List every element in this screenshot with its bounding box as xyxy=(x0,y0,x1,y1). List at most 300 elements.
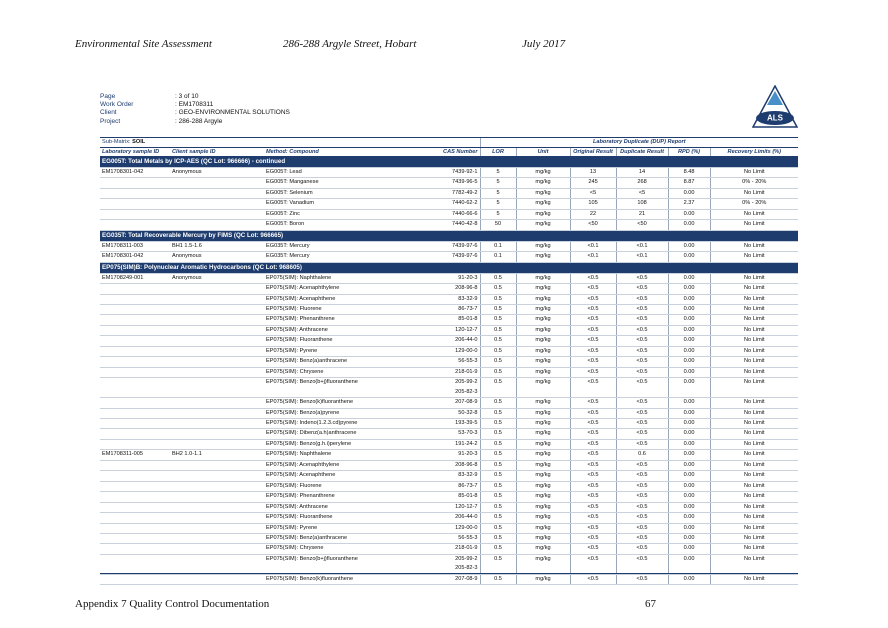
cell-rpd: 0.00 xyxy=(668,188,710,198)
cell-orig: 245 xyxy=(570,178,616,188)
cell-orig: <0.5 xyxy=(570,513,616,523)
cell-rpd: 0.00 xyxy=(668,336,710,346)
cell-orig: <0.5 xyxy=(570,533,616,543)
cell-lor: 0.5 xyxy=(480,346,516,356)
cell-cas: 56-55-3 xyxy=(390,357,480,367)
cell-dup: <0.5 xyxy=(616,378,668,398)
cell-client xyxy=(170,367,264,377)
cell-cas: 7440-66-6 xyxy=(390,209,480,219)
cell-unit: mg/kg xyxy=(516,241,570,251)
group-title: EP075(SIM)B: Polynuclear Aromatic Hydrocarbons (QC Lot: 968605) xyxy=(100,262,798,273)
cell-orig: <0.5 xyxy=(570,378,616,398)
cell-limit: No Limit xyxy=(710,273,798,283)
cell-cas xyxy=(390,378,480,398)
cell-dup: <0.5 xyxy=(616,439,668,449)
site-address: 286-288 Argyle Street, Hobart xyxy=(283,38,417,50)
cell-orig: <0.5 xyxy=(570,471,616,481)
cell-lab xyxy=(100,315,170,325)
cell-lor: 0.5 xyxy=(480,273,516,283)
cell-lor: 0.5 xyxy=(480,325,516,335)
cell-unit: mg/kg xyxy=(516,408,570,418)
cell-limit: No Limit xyxy=(710,481,798,491)
cell-unit: mg/kg xyxy=(516,481,570,491)
cell-lab xyxy=(100,220,170,230)
cell-lab: EM1708249-001 xyxy=(100,273,170,283)
column-header: CAS Number xyxy=(390,148,480,157)
cell-cas: 207-08-9 xyxy=(390,574,480,584)
cell-limit: No Limit xyxy=(710,378,798,398)
table-row xyxy=(100,554,798,574)
cell-compound: EG035T: Mercury xyxy=(264,252,390,262)
cell-limit: No Limit xyxy=(710,398,798,408)
cell-rpd: 0.00 xyxy=(668,502,710,512)
cell-unit: mg/kg xyxy=(516,398,570,408)
cell-client xyxy=(170,188,264,198)
cell-unit: mg/kg xyxy=(516,554,570,574)
cell-rpd: 0.00 xyxy=(668,357,710,367)
cell-unit: mg/kg xyxy=(516,294,570,304)
cell-compound: EG005T: Selenium xyxy=(264,188,390,198)
cell-rpd: 0.00 xyxy=(668,492,710,502)
cell-cas: 86-73-7 xyxy=(390,481,480,491)
cell-unit: mg/kg xyxy=(516,418,570,428)
cell-unit: mg/kg xyxy=(516,367,570,377)
logo-text: ALS xyxy=(767,113,783,123)
cell-dup: <0.5 xyxy=(616,398,668,408)
cell-rpd: 0.00 xyxy=(668,408,710,418)
cell-compound: EP075(SIM): Phenanthrene xyxy=(264,492,390,502)
cell-compound: EP075(SIM): Chrysene xyxy=(264,544,390,554)
cell-lor: 0.5 xyxy=(480,492,516,502)
cell-lab xyxy=(100,357,170,367)
cell-cas: 91-20-3 xyxy=(390,273,480,283)
cell-cas: 208-96-8 xyxy=(390,284,480,294)
cell-compound: EG035T: Mercury xyxy=(264,241,390,251)
cell-rpd: 0.00 xyxy=(668,418,710,428)
cell-compound: EP075(SIM): Benzo(a)pyrene xyxy=(264,408,390,418)
cell-lor: 0.5 xyxy=(480,429,516,439)
cell-lab xyxy=(100,284,170,294)
cell-lor: 0.5 xyxy=(480,481,516,491)
cell-client xyxy=(170,346,264,356)
cell-compound: EP075(SIM): Phenanthrene xyxy=(264,315,390,325)
cell-rpd: 0.00 xyxy=(668,325,710,335)
cell-compound: EP075(SIM): Chrysene xyxy=(264,367,390,377)
cell-lab xyxy=(100,325,170,335)
table-row xyxy=(100,460,798,470)
cell-lor: 0.5 xyxy=(480,450,516,460)
meta-label: Project xyxy=(100,117,121,125)
cell-lor: 5 xyxy=(480,188,516,198)
cell-limit: No Limit xyxy=(710,408,798,418)
cell-lab xyxy=(100,398,170,408)
footer-appendix: Appendix 7 Quality Control Documentation xyxy=(75,598,270,610)
cell-rpd: 0.00 xyxy=(668,315,710,325)
cell-limit: No Limit xyxy=(710,188,798,198)
cell-lor: 0.1 xyxy=(480,241,516,251)
cell-lor: 0.5 xyxy=(480,439,516,449)
cell-lor: 0.5 xyxy=(480,544,516,554)
table-row xyxy=(100,523,798,533)
cell-dup: <0.5 xyxy=(616,554,668,574)
cell-lab: EM1708301-042 xyxy=(100,252,170,262)
table-row xyxy=(100,325,798,335)
cell-unit: mg/kg xyxy=(516,284,570,294)
report-date: July 2017 xyxy=(522,38,566,50)
cell-client xyxy=(170,284,264,294)
cell-dup: <0.5 xyxy=(616,460,668,470)
cell-unit: mg/kg xyxy=(516,544,570,554)
cell-limit: No Limit xyxy=(710,460,798,470)
cell-lor: 0.5 xyxy=(480,523,516,533)
cell-rpd: 0.00 xyxy=(668,574,710,584)
cell-limit: No Limit xyxy=(710,574,798,584)
cell-client: Anonymous xyxy=(170,168,264,178)
cell-unit: mg/kg xyxy=(516,492,570,502)
cell-cas: 85-01-8 xyxy=(390,492,480,502)
column-header: Method: Compound xyxy=(264,148,390,157)
cell-rpd: 0.00 xyxy=(668,533,710,543)
cell-orig: <0.5 xyxy=(570,523,616,533)
cell-rpd: 0.00 xyxy=(668,378,710,398)
cell-compound: EP075(SIM): Naphthalene xyxy=(264,273,390,283)
cell-lab xyxy=(100,408,170,418)
cell-cas: 218-01-9 xyxy=(390,367,480,377)
table-row xyxy=(100,574,798,584)
cell-cas: 129-00-0 xyxy=(390,523,480,533)
cell-client xyxy=(170,574,264,584)
cell-compound: EP075(SIM): Anthracene xyxy=(264,325,390,335)
cell-dup: 14 xyxy=(616,168,668,178)
cell-limit: No Limit xyxy=(710,439,798,449)
cell-lor: 0.5 xyxy=(480,460,516,470)
cell-lor: 0.5 xyxy=(480,367,516,377)
cell-client xyxy=(170,336,264,346)
cell-dup: <0.5 xyxy=(616,513,668,523)
cell-unit: mg/kg xyxy=(516,336,570,346)
cell-compound: EP075(SIM): Acenaphthene xyxy=(264,294,390,304)
cell-cas: 120-12-7 xyxy=(390,502,480,512)
table-row xyxy=(100,418,798,428)
cell-orig: <0.5 xyxy=(570,336,616,346)
cell-lab xyxy=(100,346,170,356)
cell-lor: 0.5 xyxy=(480,513,516,523)
cell-cas: 7782-49-2 xyxy=(390,188,480,198)
table-row xyxy=(100,533,798,543)
cell-cas: 7439-97-6 xyxy=(390,252,480,262)
cell-limit: 0% - 20% xyxy=(710,199,798,209)
cell-dup: <0.5 xyxy=(616,574,668,584)
cell-limit: No Limit xyxy=(710,367,798,377)
table-row xyxy=(100,450,798,460)
cell-cas: 7440-62-2 xyxy=(390,199,480,209)
cell-lab xyxy=(100,439,170,449)
cell-limit: No Limit xyxy=(710,168,798,178)
table-row xyxy=(100,168,798,178)
cell-dup: 0.6 xyxy=(616,450,668,460)
cell-orig: <0.5 xyxy=(570,544,616,554)
cell-rpd: 0.00 xyxy=(668,513,710,523)
meta-row xyxy=(100,118,290,126)
cell-lab xyxy=(100,502,170,512)
cell-orig: <0.5 xyxy=(570,418,616,428)
cell-unit: mg/kg xyxy=(516,523,570,533)
cell-unit: mg/kg xyxy=(516,168,570,178)
cell-limit: No Limit xyxy=(710,533,798,543)
table-row xyxy=(100,220,798,230)
table-row xyxy=(100,284,798,294)
cell-client xyxy=(170,513,264,523)
table-row xyxy=(100,502,798,512)
table-bottom-rule xyxy=(100,573,798,574)
meta-row xyxy=(100,93,290,101)
cell-limit: No Limit xyxy=(710,544,798,554)
cell-orig: 105 xyxy=(570,199,616,209)
cell-rpd: 0.00 xyxy=(668,241,710,251)
cell-limit: No Limit xyxy=(710,523,798,533)
cell-lab xyxy=(100,367,170,377)
cell-orig: <0.5 xyxy=(570,284,616,294)
meta-label: Client xyxy=(100,109,117,117)
cell-dup: <0.5 xyxy=(616,304,668,314)
cell-orig: <0.5 xyxy=(570,574,616,584)
cas-number: 205-99-2 xyxy=(455,555,478,562)
cell-limit: No Limit xyxy=(710,284,798,294)
cell-rpd: 0.00 xyxy=(668,398,710,408)
page-number: 67 xyxy=(645,598,656,610)
cell-unit: mg/kg xyxy=(516,252,570,262)
cell-lab xyxy=(100,544,170,554)
cell-rpd: 0.00 xyxy=(668,460,710,470)
cell-rpd: 0.00 xyxy=(668,471,710,481)
cell-lor: 0.5 xyxy=(480,336,516,346)
cell-dup: 268 xyxy=(616,178,668,188)
cell-compound: EG005T: Lead xyxy=(264,168,390,178)
table-row xyxy=(100,398,798,408)
cell-dup: <0.5 xyxy=(616,544,668,554)
cell-limit: No Limit xyxy=(710,315,798,325)
cell-rpd: 8.48 xyxy=(668,168,710,178)
cell-lab xyxy=(100,199,170,209)
cell-lor: 0.5 xyxy=(480,554,516,574)
cell-cas: 7439-97-6 xyxy=(390,241,480,251)
cell-lab: EM1708301-042 xyxy=(100,168,170,178)
cell-rpd: 0.00 xyxy=(668,450,710,460)
cell-compound: EP075(SIM): Benzo(k)fluoranthene xyxy=(264,398,390,408)
table-row xyxy=(100,241,798,251)
als-logo-icon xyxy=(752,85,798,129)
table-row xyxy=(100,315,798,325)
cell-compound: EP075(SIM): Benzo(k)fluoranthene xyxy=(264,574,390,584)
cell-dup: <0.5 xyxy=(616,418,668,428)
table-row xyxy=(100,188,798,198)
table-row xyxy=(100,273,798,283)
cell-client xyxy=(170,315,264,325)
cell-dup: <0.5 xyxy=(616,533,668,543)
cell-lab xyxy=(100,513,170,523)
cell-client xyxy=(170,523,264,533)
cell-dup: <0.5 xyxy=(616,273,668,283)
cell-lor: 0.5 xyxy=(480,533,516,543)
cell-unit: mg/kg xyxy=(516,357,570,367)
cell-client xyxy=(170,492,264,502)
cell-lab xyxy=(100,429,170,439)
cell-unit: mg/kg xyxy=(516,315,570,325)
cell-rpd: 0.00 xyxy=(668,544,710,554)
cell-limit: 0% - 20% xyxy=(710,178,798,188)
cell-orig: <0.5 xyxy=(570,450,616,460)
table-row xyxy=(100,199,798,209)
duplicate-report-table xyxy=(100,137,798,585)
cell-unit: mg/kg xyxy=(516,220,570,230)
group-title: EG005T: Total Metals by ICP-AES (QC Lot: 966666) - continued xyxy=(100,157,798,168)
cell-compound: EP075(SIM): Acenaphthylene xyxy=(264,460,390,470)
cell-cas: 91-20-3 xyxy=(390,450,480,460)
cas-number-secondary: 205-82-3 xyxy=(455,565,478,572)
cell-lab xyxy=(100,554,170,574)
cell-rpd: 0.00 xyxy=(668,554,710,574)
cell-limit: No Limit xyxy=(710,471,798,481)
cell-client: BH2 1.0-1.1 xyxy=(170,450,264,460)
cell-orig: <0.5 xyxy=(570,460,616,470)
cell-lor: 5 xyxy=(480,199,516,209)
cell-cas: 207-08-9 xyxy=(390,398,480,408)
cell-limit: No Limit xyxy=(710,294,798,304)
cell-cas: 129-00-0 xyxy=(390,346,480,356)
cell-dup: <0.5 xyxy=(616,294,668,304)
cell-lor: 0.5 xyxy=(480,378,516,398)
table-row xyxy=(100,178,798,188)
cell-compound: EP075(SIM): Benz(a)anthracene xyxy=(264,357,390,367)
table-row xyxy=(100,294,798,304)
cell-lab xyxy=(100,294,170,304)
meta-row xyxy=(100,101,290,109)
cell-client xyxy=(170,408,264,418)
cell-client xyxy=(170,460,264,470)
cell-compound: EG005T: Manganese xyxy=(264,178,390,188)
cell-lab xyxy=(100,336,170,346)
group-title: EG035T: Total Recoverable Mercury by FIMS (QC Lot: 966665) xyxy=(100,230,798,241)
cell-client xyxy=(170,439,264,449)
cell-dup: <0.5 xyxy=(616,471,668,481)
cell-unit: mg/kg xyxy=(516,325,570,335)
cell-compound: EP075(SIM): Benz(a)anthracene xyxy=(264,533,390,543)
cell-cas: 7440-42-8 xyxy=(390,220,480,230)
cell-unit: mg/kg xyxy=(516,502,570,512)
cell-client xyxy=(170,378,264,398)
table-row xyxy=(100,336,798,346)
cell-client xyxy=(170,220,264,230)
cell-orig: <50 xyxy=(570,220,616,230)
cell-unit: mg/kg xyxy=(516,460,570,470)
cell-limit: No Limit xyxy=(710,220,798,230)
table-row xyxy=(100,408,798,418)
table-row xyxy=(100,513,798,523)
cell-orig: <0.5 xyxy=(570,315,616,325)
cell-orig: <0.5 xyxy=(570,554,616,574)
cell-limit: No Limit xyxy=(710,209,798,219)
cell-rpd: 0.00 xyxy=(668,481,710,491)
cell-unit: mg/kg xyxy=(516,429,570,439)
cell-dup: <0.5 xyxy=(616,492,668,502)
cell-dup: <0.5 xyxy=(616,315,668,325)
cell-unit: mg/kg xyxy=(516,188,570,198)
column-header: Duplicate Result xyxy=(616,148,668,157)
cell-compound: EP075(SIM): Anthracene xyxy=(264,502,390,512)
cell-compound: EP075(SIM): Fluorene xyxy=(264,304,390,314)
cell-unit: mg/kg xyxy=(516,533,570,543)
cell-limit: No Limit xyxy=(710,450,798,460)
cell-cas: 56-55-3 xyxy=(390,533,480,543)
cell-compound: EP075(SIM): Acenaphthylene xyxy=(264,284,390,294)
column-header: Client sample ID xyxy=(170,148,264,157)
cell-compound: EP075(SIM): Fluorene xyxy=(264,481,390,491)
cell-dup: 21 xyxy=(616,209,668,219)
column-header-row xyxy=(100,148,798,157)
cell-cas: 193-39-5 xyxy=(390,418,480,428)
cell-unit: mg/kg xyxy=(516,346,570,356)
cell-compound: EP075(SIM): Acenaphthene xyxy=(264,471,390,481)
cell-lab xyxy=(100,523,170,533)
cell-rpd: 0.00 xyxy=(668,294,710,304)
cell-lab xyxy=(100,492,170,502)
cell-client xyxy=(170,429,264,439)
cell-lor: 0.5 xyxy=(480,408,516,418)
table-row xyxy=(100,429,798,439)
cell-compound: EP075(SIM): Naphthalene xyxy=(264,450,390,460)
cell-dup: <0.5 xyxy=(616,408,668,418)
table-row xyxy=(100,304,798,314)
cell-limit: No Limit xyxy=(710,492,798,502)
cell-dup: <0.5 xyxy=(616,367,668,377)
cell-limit: No Limit xyxy=(710,554,798,574)
cell-compound: EG005T: Boron xyxy=(264,220,390,230)
cell-dup: <0.1 xyxy=(616,241,668,251)
cell-rpd: 0.00 xyxy=(668,273,710,283)
cell-lor: 0.5 xyxy=(480,502,516,512)
cell-orig: <5 xyxy=(570,188,616,198)
cell-rpd: 0.00 xyxy=(668,304,710,314)
cell-lab xyxy=(100,471,170,481)
cell-client: BH1 1.5-1.6 xyxy=(170,241,264,251)
cell-lab xyxy=(100,178,170,188)
cell-dup: <0.5 xyxy=(616,429,668,439)
cell-lor: 5 xyxy=(480,209,516,219)
cell-lor: 0.5 xyxy=(480,471,516,481)
cell-limit: No Limit xyxy=(710,429,798,439)
cell-cas: 206-44-0 xyxy=(390,513,480,523)
column-header: Recovery Limits (%) xyxy=(710,148,798,157)
cell-cas: 83-32-9 xyxy=(390,294,480,304)
meta-value: : EM1708311 xyxy=(175,101,214,109)
cell-orig: <0.5 xyxy=(570,357,616,367)
column-header: Unit xyxy=(516,148,570,157)
cell-rpd: 0.00 xyxy=(668,429,710,439)
cell-limit: No Limit xyxy=(710,357,798,367)
cell-orig: <0.5 xyxy=(570,439,616,449)
cell-cas: 206-44-0 xyxy=(390,336,480,346)
cell-lab xyxy=(100,574,170,584)
cell-dup: <0.1 xyxy=(616,252,668,262)
cell-unit: mg/kg xyxy=(516,471,570,481)
cell-cas: 50-32-8 xyxy=(390,408,480,418)
cell-orig: <0.5 xyxy=(570,294,616,304)
cell-orig: <0.5 xyxy=(570,273,616,283)
cell-lor: 0.5 xyxy=(480,418,516,428)
cell-unit: mg/kg xyxy=(516,574,570,584)
cell-lor: 5 xyxy=(480,178,516,188)
cell-cas: 208-96-8 xyxy=(390,460,480,470)
